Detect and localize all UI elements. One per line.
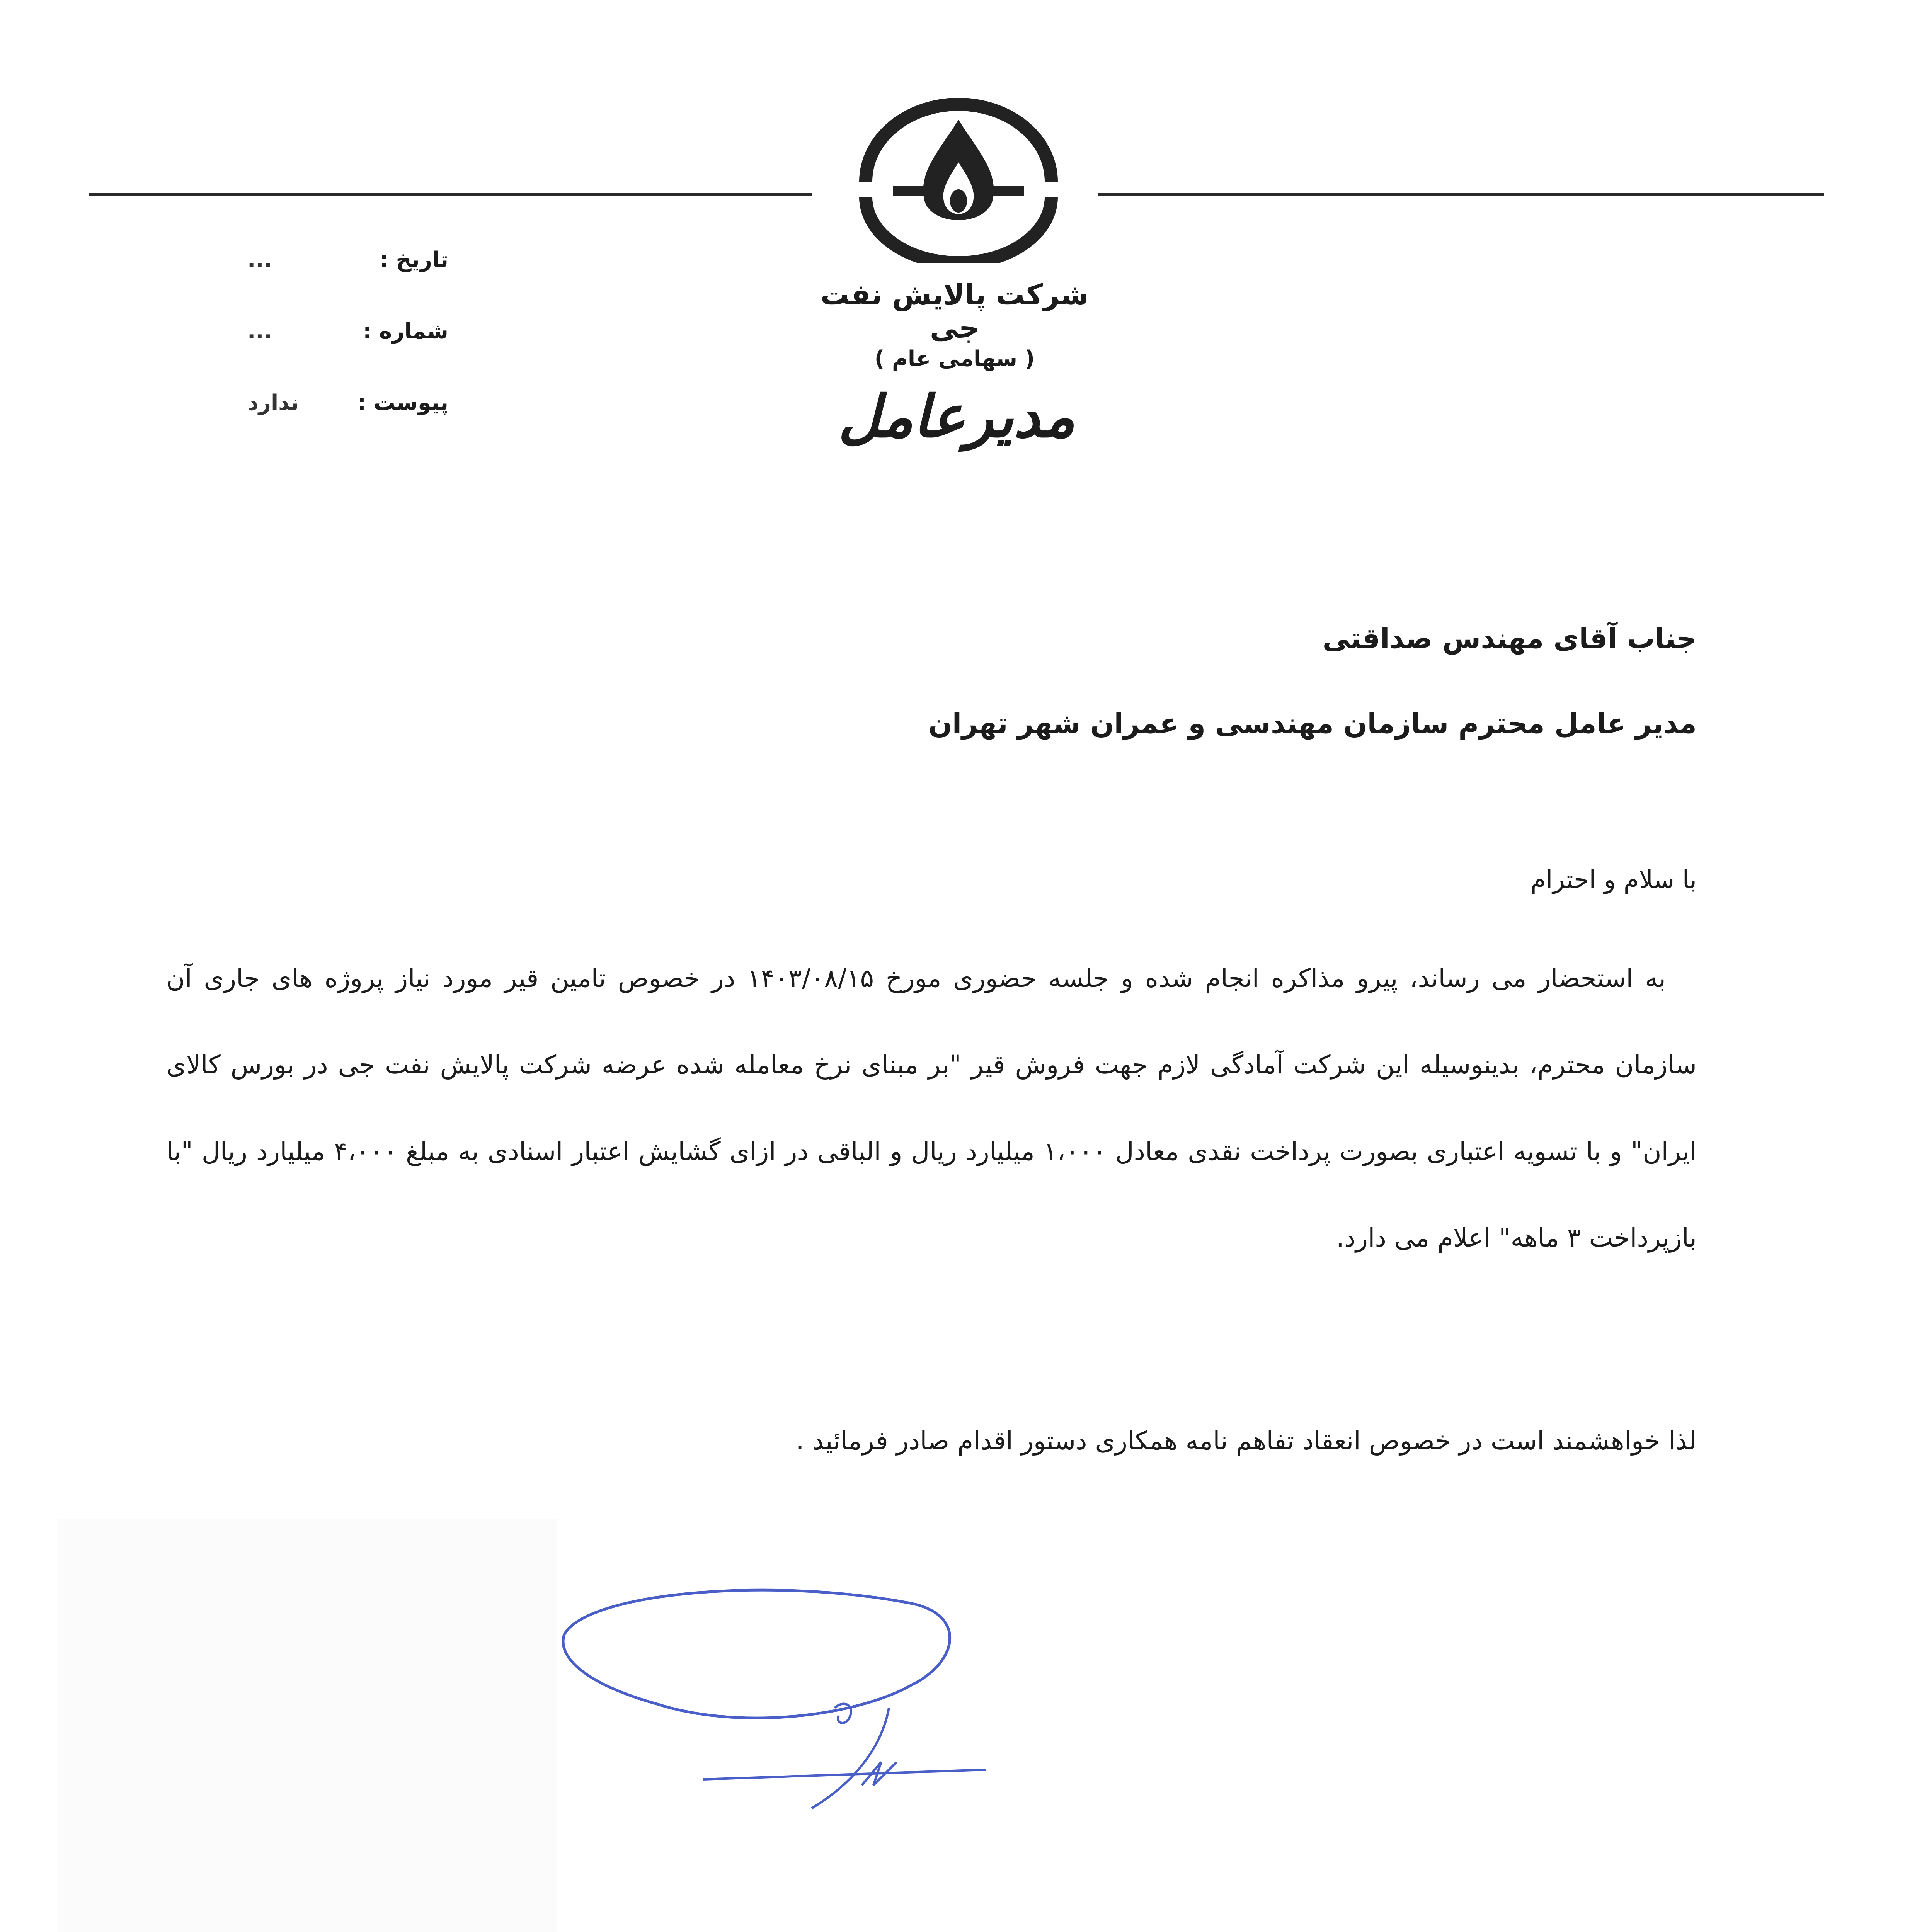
number-field bbox=[247, 319, 448, 344]
company-name-block bbox=[819, 278, 1090, 371]
company-logo bbox=[843, 85, 1074, 263]
number-value: ... bbox=[247, 319, 272, 344]
company-type: ( سهامی عام ) bbox=[874, 346, 1035, 371]
body-paragraph: به استحضار می رساند، پیرو مذاکره انجام شده و جلسه حضوری مورخ ۱۴۰۳/۰۸/۱۵ در خصوص تامین قیر مورد نیاز پروژه های جاری آن سازمان محترم، بدینوسیله این شرکت آمادگی لازم جهت فروش قیر "بر مبنای نرخ معامله شده عرضه شرکت پالایش نفت جی در بورس کالای ایران" و با تسویه اعتباری بصورت پرداخت نقدی معادل ۱،۰۰۰ میلیارد ریال و الباقی در ازای گشایش اعتبار اسنادی به مبلغ ۴،۰۰۰ میلیارد ریال "با بازپرداخت ۳ ماهه" اعلام می دارد. bbox=[166, 963, 1697, 1253]
greeting: با سلام و احترام bbox=[1530, 866, 1697, 894]
date-field bbox=[247, 247, 448, 272]
signature bbox=[541, 1569, 1005, 1839]
recipient-line-1: جناب آقای مهندس صداقتی bbox=[1322, 622, 1697, 655]
attachment-label: پیوست : bbox=[357, 390, 448, 415]
date-value: ... bbox=[247, 247, 272, 272]
recipient-line-2: مدیر عامل محترم سازمان مهندسی و عمران شهر تهران bbox=[928, 707, 1697, 740]
header-rule-left bbox=[89, 193, 812, 196]
closing-line: لذا خواهشمند است در خصوص انعقاد تفاهم نامه همکاری دستور اقدام صادر فرمائید . bbox=[796, 1426, 1697, 1456]
date-label: تاریخ : bbox=[380, 247, 448, 272]
header-rule-right bbox=[1098, 193, 1824, 196]
number-label: شماره : bbox=[363, 319, 448, 344]
attachment-value: ندارد bbox=[247, 390, 299, 415]
attachment-field bbox=[247, 390, 448, 415]
company-name: شرکت پالایش نفت جی bbox=[820, 278, 1089, 345]
redacted-area bbox=[58, 1519, 557, 1932]
signatory-title: مدیرعامل bbox=[838, 383, 1075, 451]
